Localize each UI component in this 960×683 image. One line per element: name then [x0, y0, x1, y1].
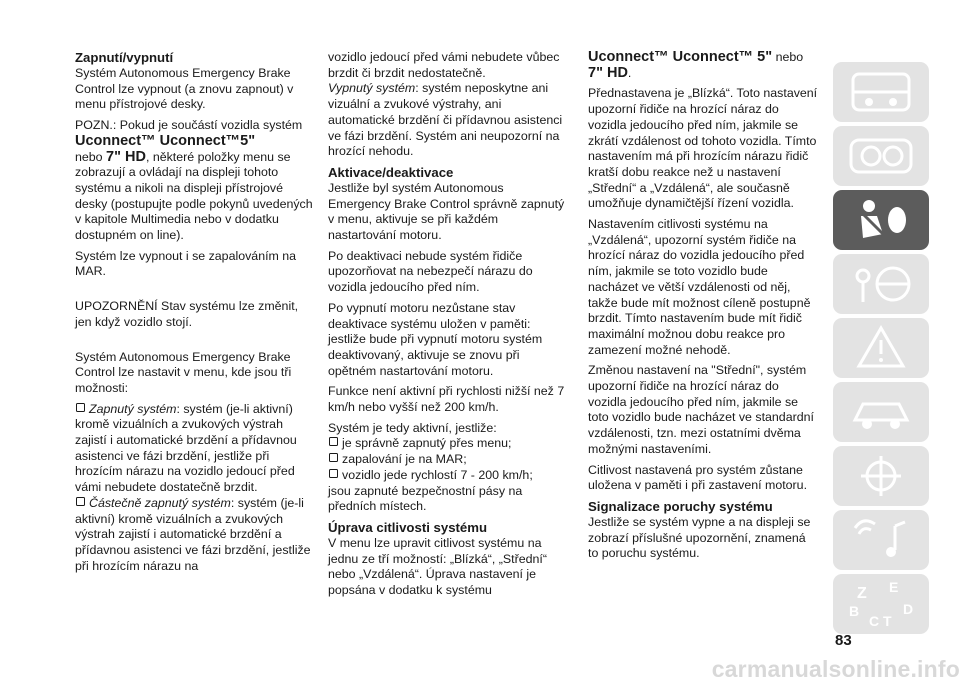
index-letter: Z: [857, 585, 867, 602]
heading-sensitivity: Úprava citlivosti systému: [328, 519, 488, 535]
note-text: nebo: [75, 149, 107, 164]
alphabetical-index-icon: [833, 574, 929, 634]
list-item-text: vozidlo jede rychlostí 7 - 200 km/h;: [342, 467, 533, 482]
tab-safety[interactable]: [833, 190, 929, 250]
list-item-text: jsou zapnuté bezpečnostní pásy na předních místech.: [328, 483, 523, 514]
paragraph: Systém Autonomous Emergency Brake Control lze nastavit v menu, kde jsou tři možnosti:: [75, 349, 292, 395]
note-uconnect: Uconnect™ Uconnect™5": [75, 132, 256, 149]
note-text: POZN.: Pokud je součástí vozidla systém: [75, 118, 303, 133]
checkbox-bullet-icon: [76, 497, 85, 506]
heading-activation: Aktivace/deaktivace: [328, 164, 454, 180]
checkbox-bullet-icon: [329, 469, 338, 478]
index-letter: E: [889, 579, 899, 595]
note-paragraph: [75, 118, 315, 244]
technical-data-icon: [833, 446, 929, 506]
list-item-text: : systém (je-li aktivní) kromě vizuálních a zvukových výstrah zajistí i automatické brzdění a přídavnou asistenci ve fázi brzdění, jestliže při hrozícím nárazu na vozidlo jedoucí před vámi nebudete dostatečně brzdit.: [75, 401, 297, 495]
paragraph: Změnou nastavení na "Střední", systém upozorní řidiče na hrozící náraz do vozidla jedoucího před ním, jakmile se toto vozidlo bude nacházet ve standardní vzdálenosti, tzn. mezi ostatními dvěma možnými nastaveními.: [588, 363, 814, 456]
list-item: [328, 468, 568, 484]
paragraph: Systém lze vypnout i se zapalováním na MAR.: [75, 248, 297, 279]
watermark: carmanualsonline.info: [711, 656, 960, 682]
paragraph: Po deaktivaci nebude systém řidiče upozorňovat na nebezpečí nárazu do vozidla jedoucího před ním.: [328, 248, 533, 295]
index-letter: B: [849, 603, 860, 619]
tab-index[interactable]: [833, 574, 929, 634]
heading-on-off: Zapnutí/vypnutí: [75, 50, 174, 65]
page-number: 83: [835, 632, 852, 649]
list-item-label: Zapnutý systém: [89, 401, 177, 416]
column-right: [588, 50, 818, 567]
paragraph: Systém je tedy aktivní, jestliže:: [328, 420, 497, 435]
list-item: [75, 402, 315, 496]
uconnect-or: nebo: [772, 50, 804, 64]
paragraph: Systém Autonomous Emergency Brake Control lze vypnout (a znovu zapnout) v menu přístrojové desky.: [75, 66, 294, 112]
tab-instrument-panel[interactable]: [833, 126, 929, 186]
column-left: [75, 50, 315, 574]
tab-technical-data[interactable]: [833, 446, 929, 506]
car-dashboard-icon: [833, 62, 929, 122]
tab-starting-driving[interactable]: [833, 254, 929, 314]
heading-fault: Signalizace poruchy systému: [588, 498, 773, 514]
car-service-icon: [833, 382, 929, 442]
paragraph: vozidlo jedoucí před vámi nebudete vůbec brzdit či brzdit nedostatečně.: [328, 50, 560, 80]
uconnect-reference: [588, 50, 818, 81]
key-steering-icon: [833, 254, 929, 314]
tab-emergency[interactable]: [833, 382, 929, 442]
warning-paragraph: UPOZORNĚNÍ Stav systému lze změnit, jen když vozidlo stojí.: [75, 299, 299, 329]
paragraph: Citlivost nastavená pro systém zůstane uložena v paměti i při zastavení motoru.: [588, 462, 808, 493]
paragraph: V menu lze upravit citlivost systému na jednu ze tří možností: „Blízká“, „Střední“ nebo „Vzdálená“. Úprava nastavení je popsána v dodatku k systému: [328, 535, 547, 598]
paragraph: Jestliže byl systém Autonomous Emergency Brake Control správně zapnutý v menu, aktivuje se při každém nastartování motoru.: [328, 180, 565, 243]
paragraph: Po vypnutí motoru nezůstane stav deaktivace systému uložen v paměti: jestliže bude při vypnutí motoru systém deaktivovaný, aktivuje se znovu při opětném nastartování motoru.: [328, 300, 543, 378]
tab-car-dashboard[interactable]: [833, 62, 929, 122]
note-text: , některé položky menu se zobrazují a ovládají na displeji tohoto systému a nikoli na displeji přístrojové desky (postupujte podle pokynů uvedených v kapitole Multimedia nebo v dodatku dostupném on line).: [75, 149, 313, 243]
instrument-panel-icon: [833, 126, 929, 186]
checkbox-bullet-icon: [329, 437, 338, 446]
list-item: [75, 496, 315, 575]
list-item: [328, 452, 568, 468]
tab-warning-lights[interactable]: [833, 318, 929, 378]
uconnect-hd: 7" HD: [588, 64, 628, 81]
list-item-label: Vypnutý systém: [328, 81, 416, 96]
note-hd: 7" HD: [106, 148, 146, 165]
index-letter: T: [883, 613, 892, 629]
paragraph: Jestliže se systém vypne a na displeji se zobrazí příslušné upozornění, znamená to poruchu systému.: [588, 514, 811, 561]
safety-airbag-icon: [833, 190, 929, 250]
paragraph: Nastavením citlivosti systému na „Vzdálená“, upozorní systém řidiče na hrozící náraz do vozidla jedoucího před ním, jakmile se toto vozidlo bude nacházet ve větší vzdálenosti od něj, takže bude mít možnost cíleně postupně brzdit. Tímto nastavením bude mít řidič maximální možnou dobu reakce pro zamezení možné nehodě.: [588, 217, 811, 357]
list-item: [328, 436, 568, 452]
list-item-text: zapalování je na MAR;: [342, 452, 467, 467]
uconnect-dot: .: [627, 65, 632, 80]
paragraph: Přednastavena je „Blízká“. Toto nastavení upozorní řidiče na hrozící náraz do vozidla jedoucího před ním, jakmile se zkrátí vzdálenost od tohoto vozidla. Tímto nastavením má při hrozícím nárazu řidič kratší dobu reakce než u nastavení „Střední“ a „Vzdálená“, ale současně umožňuje dynamičtější řízení vozidla.: [588, 86, 818, 211]
list-item-text: : systém neposkytne ani vizuální a zvukové výstrahy, ani automatické brzdění či přídavnou asistenci ve fázi brzdění. Systém ani neupozorní na hrozící nehodu.: [328, 81, 563, 159]
checkbox-bullet-icon: [329, 453, 338, 462]
list-item: [328, 484, 568, 515]
list-item-label: Částečně zapnutý systém: [89, 495, 231, 510]
multimedia-icon: [833, 510, 929, 570]
list-item: [328, 81, 568, 160]
uconnect-label: Uconnect™ Uconnect™ 5": [588, 49, 773, 65]
index-letter: C: [869, 613, 880, 629]
tab-multimedia[interactable]: [833, 510, 929, 570]
list-item-text: je správně zapnutý přes menu;: [342, 436, 512, 451]
paragraph: Funkce není aktivní při rychlosti nižší než 7 km/h nebo vyšší než 200 km/h.: [328, 384, 565, 415]
list-item-text: : systém (je-li aktivní) kromě vizuálních a zvukových výstrah zajistí i automatické brzdění a přídavnou asistenci ve fázi brzdění, jestliže při hrozícím nárazu na: [75, 495, 311, 573]
column-middle: [328, 50, 568, 604]
warning-triangle-icon: [833, 318, 929, 378]
index-letter: D: [903, 601, 914, 617]
checkbox-bullet-icon: [76, 403, 85, 412]
